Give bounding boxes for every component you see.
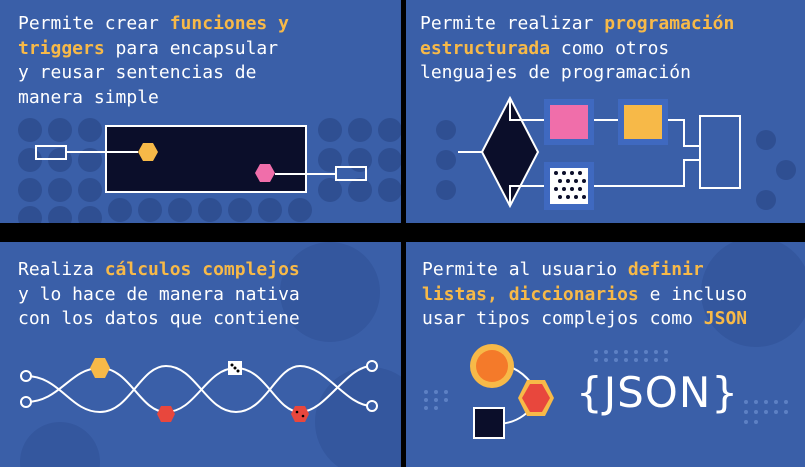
panel-complex-calculations (0, 242, 401, 467)
panel-text: Permite al usuario definir listas, diccionarios e incluso usar tipos complejos como JSON (422, 259, 748, 329)
panel-structured-programming (406, 0, 805, 223)
json-label: {JSON} (576, 368, 739, 417)
dark-square-icon (474, 408, 504, 438)
red-hexagon-icon (157, 406, 175, 422)
function-box (106, 126, 306, 192)
pink-square-icon (550, 105, 588, 139)
yellow-square-icon (624, 105, 662, 139)
panel-functions-triggers (0, 0, 401, 223)
red-dice-icon (291, 406, 309, 422)
panel-text: Permite crear funciones y triggers para encapsular y reusar sentencias de manera simple (18, 13, 289, 108)
output-rectangle (700, 116, 740, 188)
panel-text: Realiza cálculos complejos y lo hace de manera nativa con los datos que contiene (18, 259, 300, 329)
panel-data-types (406, 242, 805, 467)
panel-text: Permite realizar programación estructurada como otros lenguajes de programación (420, 13, 735, 83)
yellow-hexagon-icon (90, 358, 110, 378)
